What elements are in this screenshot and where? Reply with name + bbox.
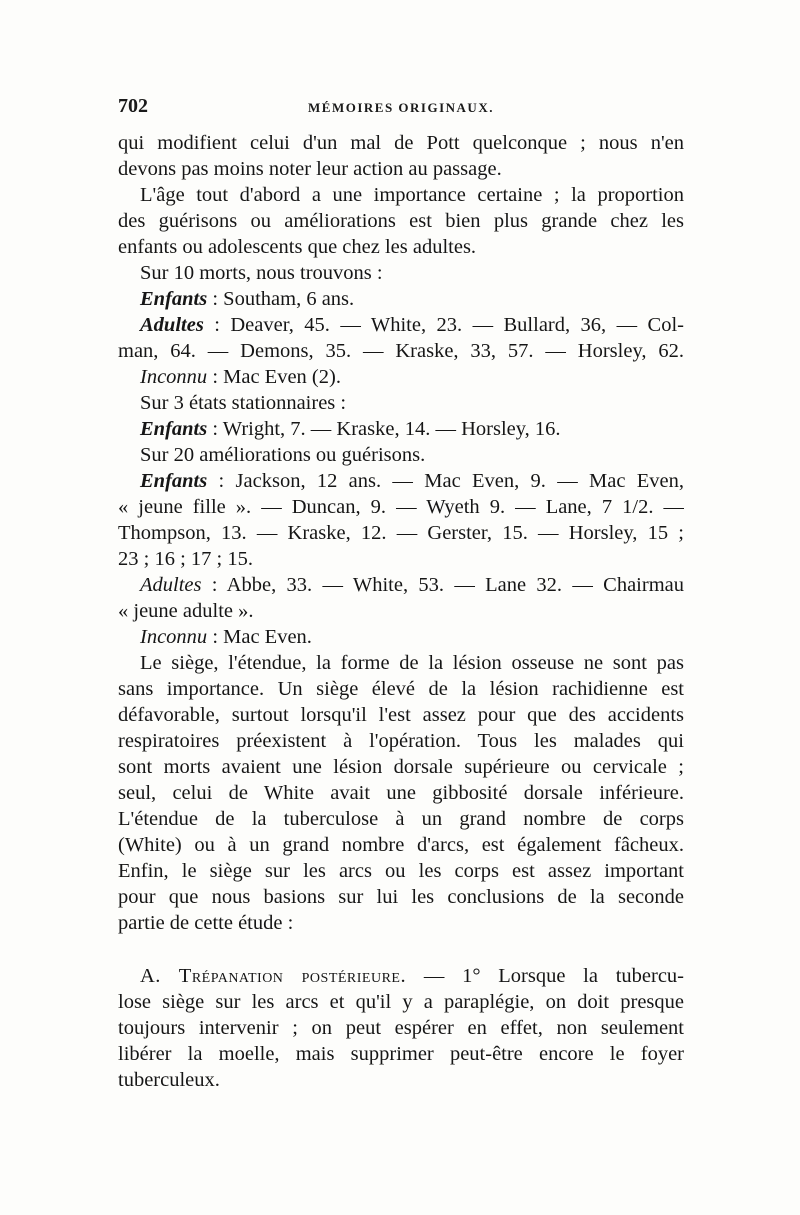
page-number: 702: [118, 95, 148, 117]
text-line: pour que nous basions sur lui les conclusions de la seconde: [118, 886, 684, 908]
text-line: [118, 286, 684, 312]
text-line: enfants ou adolescents que chez les adultes.: [118, 236, 477, 258]
text-line: [118, 312, 684, 338]
text-line: qui modifient celui d'un mal de Pott quelconque ; nous n'en: [118, 132, 684, 154]
text-line: sans importance. Un siège élevé de la lésion rachidienne est: [118, 678, 684, 700]
text-line: [118, 624, 684, 650]
text-line: « jeune fille ». — Duncan, 9. — Wyeth 9. — Lane, 7 1/2. —: [118, 496, 684, 518]
page-header: [118, 95, 688, 125]
paragraph-gap: [118, 936, 684, 963]
text-line: devons pas moins noter leur action au passage.: [118, 158, 502, 180]
text-segment: : Southam, 6 ans.: [207, 288, 355, 310]
category-label: Inconnu: [140, 366, 208, 388]
text-line: « jeune adulte ».: [118, 600, 254, 622]
text-line: Sur 3 états stationnaires :: [140, 392, 347, 414]
text-line: Sur 20 améliorations ou guérisons.: [140, 444, 426, 466]
text-line: L'âge tout d'abord a une importance certaine ; la proportion: [140, 184, 684, 206]
category-label: Adultes: [140, 574, 202, 596]
text-line: seul, celui de White avait une gibbosité dorsale inférieure.: [118, 782, 684, 804]
text-segment: : Abbe, 33. — White, 53. — Lane 32. — Chairmau: [201, 574, 684, 596]
text-line: [118, 468, 684, 494]
text-line: 23 ; 16 ; 17 ; 15.: [118, 548, 253, 570]
text-line: tuberculeux.: [118, 1069, 220, 1091]
text-line: (White) ou à un grand nombre d'arcs, est également fâcheux.: [118, 834, 684, 856]
category-label: Enfants: [140, 288, 208, 310]
text-line: Thompson, 13. — Kraske, 12. — Gerster, 15. — Horsley, 15 ;: [118, 522, 684, 544]
text-line: L'étendue de la tuberculose à un grand nombre de corps: [118, 808, 684, 830]
text-line: libérer la moelle, mais supprimer peut-être encore le foyer: [118, 1043, 684, 1065]
text-line: Le siège, l'étendue, la forme de la lésion osseuse ne sont pas: [140, 652, 684, 674]
text-line: défavorable, surtout lorsqu'il l'est assez pour que des accidents: [118, 704, 684, 726]
text-segment: : Mac Even.: [207, 626, 312, 648]
text-line: partie de cette étude :: [118, 912, 294, 934]
text-line: Sur 10 morts, nous trouvons :: [140, 262, 383, 284]
category-label: Adultes: [140, 314, 204, 336]
text-line: [118, 364, 684, 390]
text-line: lose siège sur les arcs et qu'il y a paraplégie, on doit presque: [118, 991, 684, 1013]
text-line: respiratoires préexistent à l'opération. Tous les malades qui: [118, 730, 684, 752]
text-line: [118, 963, 684, 989]
text-segment: : Deaver, 45. — White, 23. — Bullard, 36, — Col-: [203, 314, 684, 336]
category-label: Enfants: [140, 470, 208, 492]
text-line: toujours intervenir ; on peut espérer en effet, non seulement: [118, 1017, 684, 1039]
section-heading: A. Trépanation postérieure.: [140, 965, 407, 987]
text-line: [118, 572, 684, 598]
text-line: sont morts avaient une lésion dorsale supérieure ou cervicale ;: [118, 756, 684, 778]
body-text: [118, 130, 684, 1093]
text-segment: — 1° Lorsque la tubercu-: [406, 965, 684, 987]
text-segment: : Wright, 7. — Kraske, 14. — Horsley, 16.: [207, 418, 561, 440]
text-line: Enfin, le siège sur les arcs ou les corps est assez important: [118, 860, 684, 882]
text-line: [118, 416, 684, 442]
category-label: Inconnu: [140, 626, 208, 648]
text-line: des guérisons ou améliorations est bien plus grande chez les: [118, 210, 684, 232]
text-line: man, 64. — Demons, 35. — Kraske, 33, 57. — Horsley, 62.: [118, 340, 684, 362]
running-head: MÉMOIRES ORIGINAUX.: [308, 100, 494, 115]
text-segment: : Jackson, 12 ans. — Mac Even, 9. — Mac Even,: [207, 470, 684, 492]
category-label: Enfants: [140, 418, 208, 440]
text-segment: : Mac Even (2).: [207, 366, 341, 388]
